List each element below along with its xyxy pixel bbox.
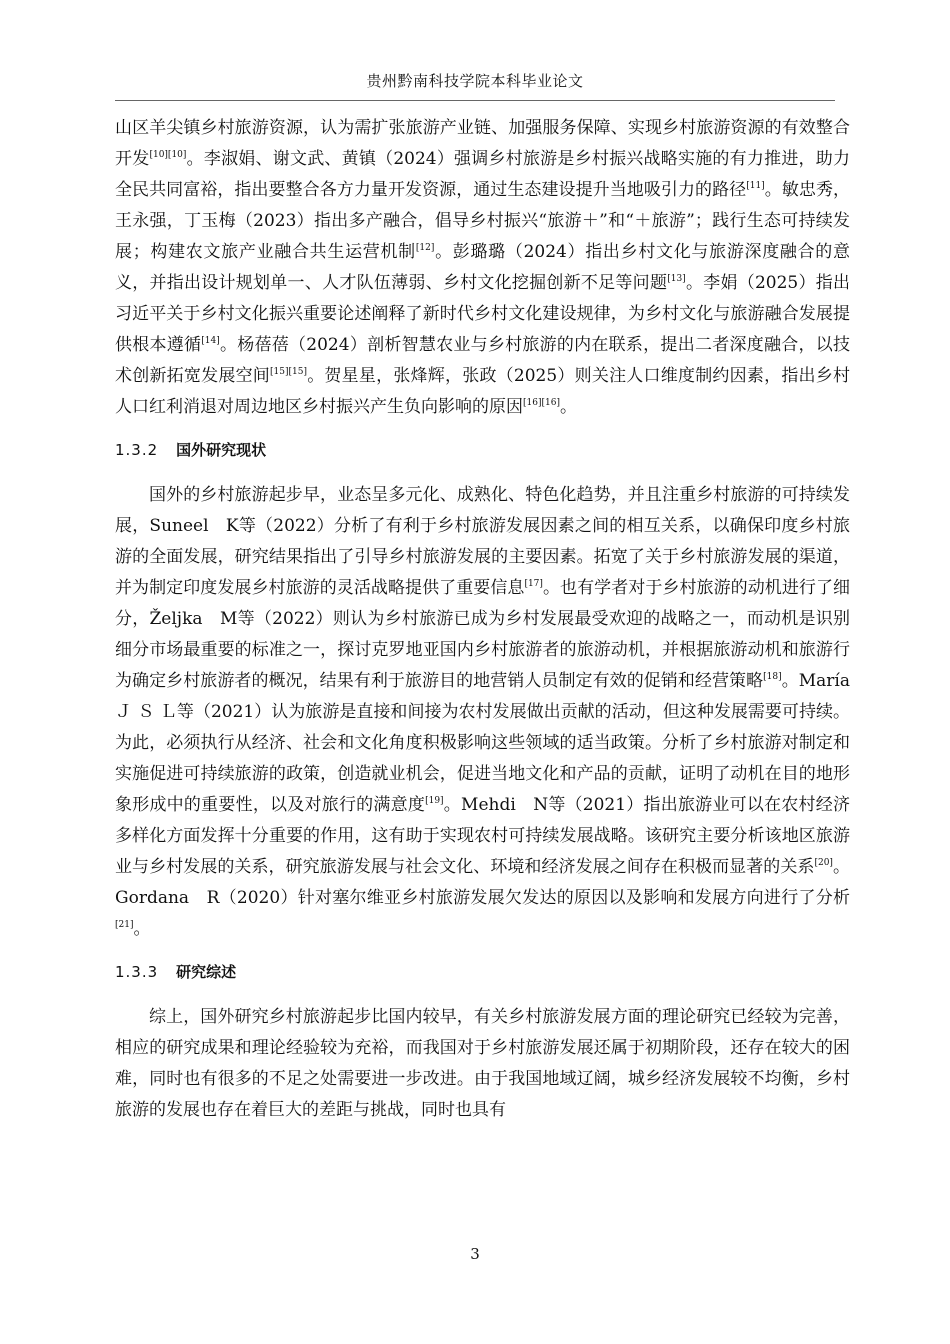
citation: [13] — [667, 274, 686, 284]
section-heading-1-3-3 — [115, 957, 850, 988]
citation: [20] — [814, 858, 833, 868]
citation: [19] — [425, 796, 444, 806]
citation: [15][15] — [270, 367, 307, 377]
header-rule — [115, 100, 835, 101]
paragraph-foreign-research: 国外的乡村旅游起步早，业态呈多元化、成熟化、特色化趋势，并且注重乡村旅游的可持续发展，Suneel K等（2022）分析了有利于乡村旅游发展因素之间的相互关系，以确保印度乡村旅游的全面发展，研究结果指出了引导乡村旅游发展的主要因素。拓宽了关于乡村旅游发展的渠道，并为制定印度发展乡村旅游的灵活战略提供了重要信息[17]。也有学者对于乡村旅游的动机进行了细分，Željka M等（2022）则认为乡村旅游已成为乡村发展最受欢迎的战略之一，而动机是识别细分市场最重要的标准之一，探讨克罗地亚国内乡村旅游者的旅游动机，并根据旅游动机和旅游行为确定乡村旅游者的概况，结果有利于旅游目的地营销人员制定有效的促销和经营策略[18]。María Ｊ Ｓ Ｌ等（2021）认为旅游是直接和间接为农村发展做出贡献的活动，但这种发展需要可持续。为此，必须执行从经济、社会和文化角度积极影响这些领域的适当政策。分析了乡村旅游对制定和实施促进可持续旅游的政策，创造就业机会，促进当地文化和产品的贡献，证明了动机在目的地形象形成中的重要性，以及对旅行的满意度[19]。Mehdi N等（2021）指出旅游业可以在农村经济多样化方面发挥十分重要的作用，这有助于实现农村可持续发展战略。该研究主要分析该地区旅游业与乡村发展的关系，研究旅游发展与社会文化、环境和经济发展之间存在积极而显著的关系[20]。Gordana R（2020）针对塞尔维亚乡村旅游发展欠发达的原因以及影响和发展方向进行了分析[21]。 — [115, 485, 851, 939]
section-title: 研究综述 — [176, 963, 237, 981]
section-number: 1.3.3 — [115, 963, 159, 981]
page-number: 3 — [470, 1245, 480, 1263]
paragraph-domestic-research: 山区羊尖镇乡村旅游资源，认为需扩张旅游产业链、加强服务保障、实现乡村旅游资源的有效整合开发[10][10]。李淑娟、谢文武、黄镇（2024）强调乡村旅游是乡村振兴战略实施的有力推进，助力全民共同富裕，指出要整合各方力量开发资源，通过生态建设提升当地吸引力的路径[11]。敏忠秀，王永强，丁玉梅（2023）指出多产融合，倡导乡村振兴“旅游＋”和“＋旅游”；践行生态可持续发展；构建农文旅产业融合共生运营机制[12]。彭璐璐（2024）指出乡村文化与旅游深度融合的意义，并指出设计规划单一、人才队伍薄弱、乡村文化挖掘创新不足等问题[13]。李娟（2025）指出习近平关于乡村文化振兴重要论述阐释了新时代乡村文化建设规律，为乡村文化与旅游融合发展提供根本遵循[14]。杨蓓蓓（2024）剖析智慧农业与乡村旅游的内在联系，提出二者深度融合，以技术创新拓宽发展空间[15][15]。贺星星，张烽辉，张政（2025）则关注人口维度制约因素，指出乡村人口红利消退对周边地区乡村振兴产生负向影响的原因[16][16]。 — [115, 118, 851, 417]
citation: [18] — [763, 672, 782, 682]
body-text — [115, 113, 850, 1126]
citation: [12] — [415, 243, 435, 253]
section-number: 1.3.2 — [115, 441, 159, 459]
page-header: 贵州黔南科技学院本科毕业论文 — [366, 72, 584, 90]
citation: [11] — [746, 181, 765, 191]
citation: [17] — [524, 579, 543, 589]
paragraph-research-summary: 综上，国外研究乡村旅游起步比国内较早，有关乡村旅游发展方面的理论研究已经较为完善，相应的研究成果和理论经验较为充裕，而我国对于乡村旅游发展还属于初期阶段，还存在较大的困难，同时也有很多的不足之处需要进一步改进。由于我国地域辽阔，城乡经济发展较不均衡，乡村旅游的发展也存在着巨大的差距与挑战，同时也具有 — [115, 1007, 850, 1120]
citation: [16][16] — [523, 398, 560, 408]
section-heading-1-3-2 — [115, 435, 850, 466]
citation: [21] — [115, 920, 134, 930]
section-title: 国外研究现状 — [176, 441, 267, 459]
citation: [10][10] — [149, 150, 187, 160]
citation: [14] — [201, 336, 220, 346]
